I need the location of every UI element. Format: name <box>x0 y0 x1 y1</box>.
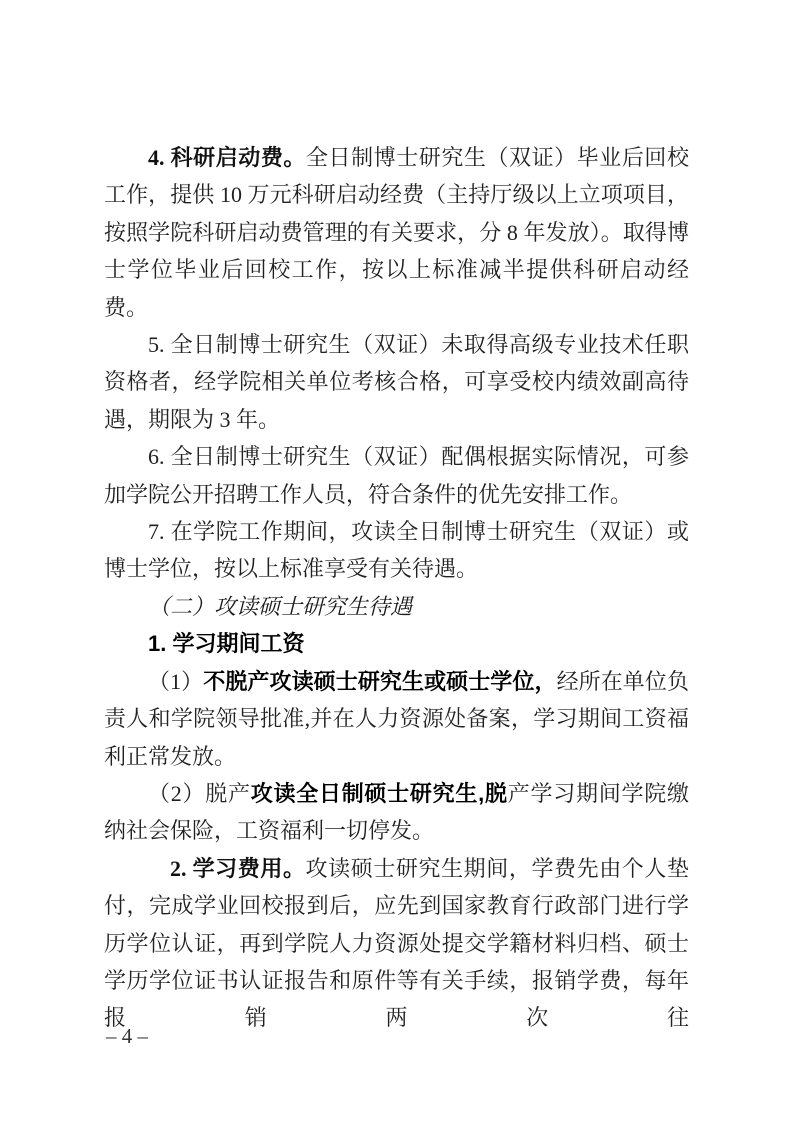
paragraph-emphasis-part-time: 不脱产攻读硕士研究生或硕士学位， <box>203 668 557 694</box>
paragraph-item-7-study-while-working <box>104 513 689 588</box>
paragraph-study-costs <box>104 850 689 1037</box>
paragraph-part-time-master-study <box>104 663 689 775</box>
paragraph-lead-study-costs: 2. 学习费用。 <box>170 855 306 881</box>
paragraph-research-startup-fee <box>104 139 689 326</box>
heading-salary-text: 1. 学习期间工资 <box>148 631 305 657</box>
paragraph-text-item-5: 5. 全日制博士研究生（双证）未取得高级专业技术任职资格者，经学院相关单位考核合格，可享受校内绩效副高待遇，期限为 3 年。 <box>104 332 689 432</box>
paragraph-text-research-startup-fee: 全日制博士研究生（双证）毕业后回校工作，提供 10 万元科研启动经费（主持厅级以上立项项目，按照学院科研启动费管理的有关要求，分 8 年发放）。取得博士学位毕业后回校工作，按以上标准减半提供科研启动经费。 <box>104 145 689 320</box>
paragraph-emphasis-full-time: 攻读全日制硕士研究生,脱 <box>250 780 508 806</box>
document-body <box>104 139 689 1037</box>
paragraph-text-part-time: 经所在单位负责人和学院领导批准,并在人力资源处备案，学习期间工资福利正常发放。 <box>104 668 689 769</box>
paragraph-prefix-part-time: （1） <box>148 668 204 694</box>
paragraph-prefix-full-time: （2）脱产 <box>148 780 251 806</box>
paragraph-item-5-performance-pay <box>104 326 689 438</box>
paragraph-text-full-time: 产学习期间学院缴纳社会保险，工资福利一切停发。 <box>104 780 689 844</box>
heading-salary-during-study <box>104 625 689 662</box>
paragraph-lead-research-startup-fee: 4. 科研启动费。 <box>148 145 306 170</box>
page-number: – 4 – <box>106 1024 148 1048</box>
section-heading-master-benefits <box>104 588 689 625</box>
paragraph-text-item-7: 7. 在学院工作期间，攻读全日制博士研究生（双证）或博士学位，按以上标准享受有关待遇。 <box>104 519 689 582</box>
paragraph-text-study-costs: 攻读硕士研究生期间，学费先由个人垫付，完成学业回校报到后，应先到国家教育行政部门进行学历学位认证，再到学院人力资源处提交学籍材料归档、硕士学历学位证书认证报告和原件等有关手续，报销学费，每年报销两次往 <box>104 855 689 1031</box>
paragraph-text-item-6: 6. 全日制博士研究生（双证）配偶根据实际情况，可参加学院公开招聘工作人员，符合条件的优先安排工作。 <box>104 444 689 507</box>
section-heading-text: （二）攻读硕士研究生待遇 <box>148 593 413 619</box>
paragraph-full-time-master-study <box>104 775 689 850</box>
paragraph-item-6-spouse-employment <box>104 438 689 513</box>
